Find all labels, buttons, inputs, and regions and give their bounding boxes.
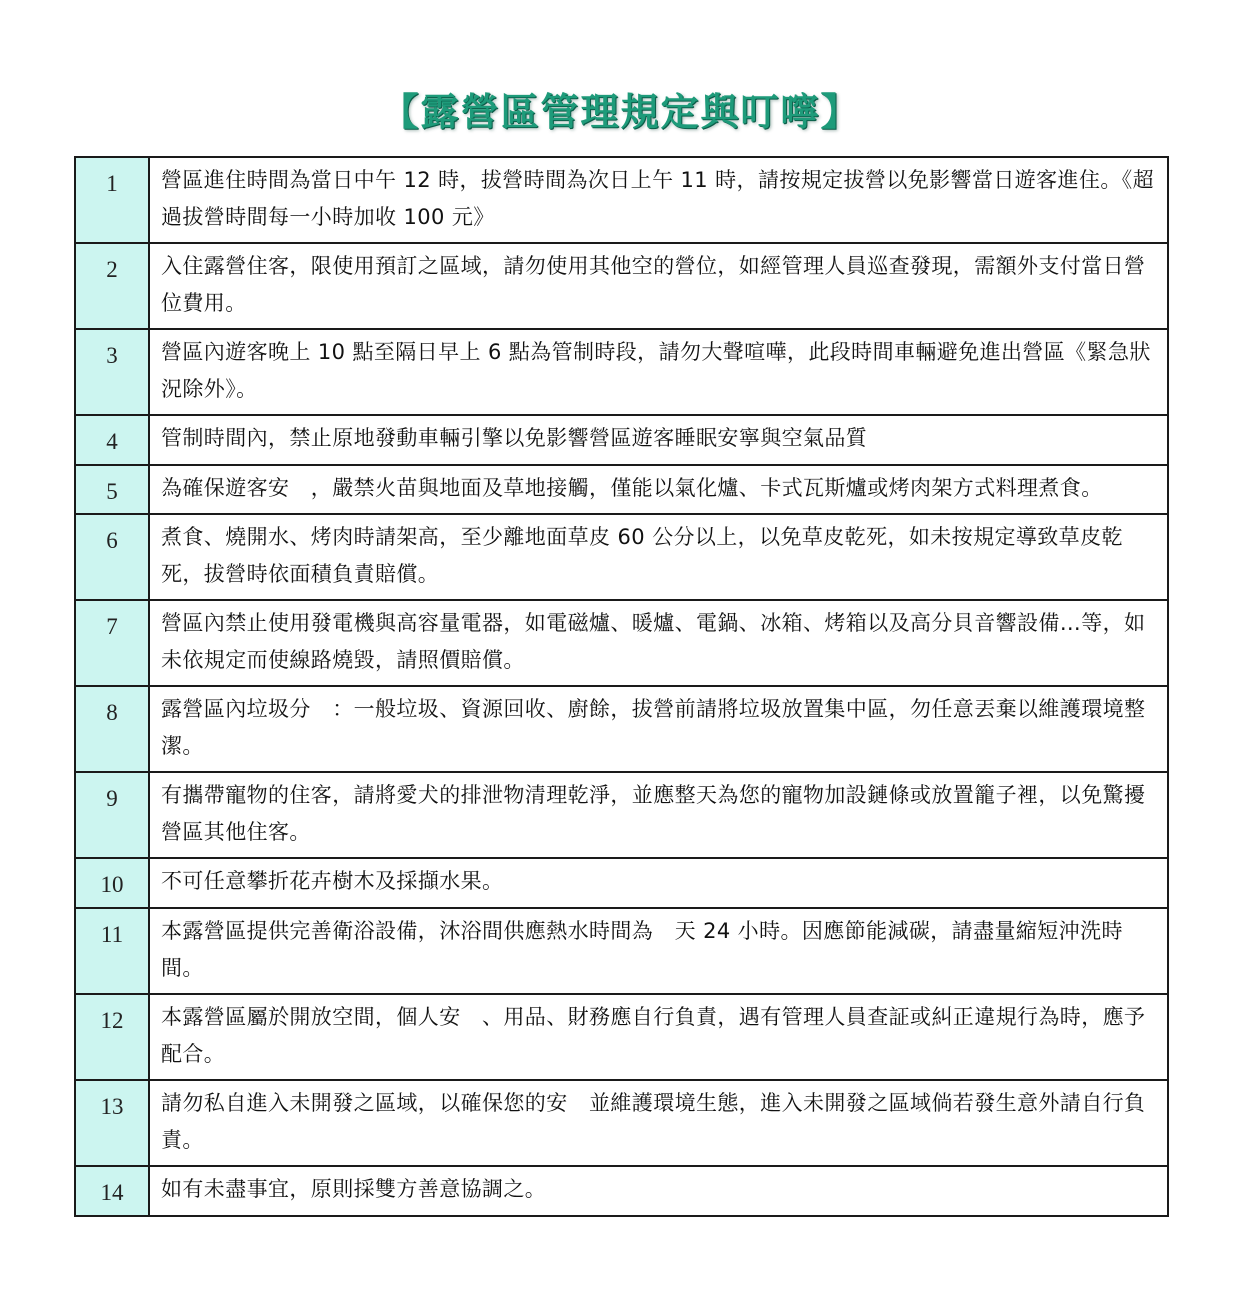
rule-text: 不可任意攀折花卉樹木及採擷水果。 [149, 858, 1168, 908]
rule-number: 2 [75, 243, 149, 329]
table-row [75, 1080, 1168, 1166]
table-row [75, 514, 1168, 600]
rule-number: 8 [75, 686, 149, 772]
page-title: 【露營區管理規定與叮嚀】 [380, 90, 861, 134]
rule-text: 如有未盡事宜，原則採雙方善意協調之。 [149, 1166, 1168, 1216]
rule-text: 本露營區提供完善衛浴設備，沐浴間供應熱水時間為 天 24 小時。因應節能減碳，請盡量縮短沖洗時間。 [149, 908, 1168, 994]
rule-text: 為確保遊客安 ，嚴禁火苗與地面及草地接觸，僅能以氣化爐、卡式瓦斯爐或烤肉架方式料理煮食。 [149, 465, 1168, 514]
rule-text: 營區進住時間為當日中午 12 時，拔營時間為次日上午 11 時，請按規定拔營以免影響當日遊客進住。《超過拔營時間每一小時加收 100 元》 [149, 157, 1168, 243]
rule-text: 請勿私自進入未開發之區域，以確保您的安 並維護環境生態，進入未開發之區域倘若發生意外請自行負責。 [149, 1080, 1168, 1166]
rule-text: 營區內禁止使用發電機與高容量電器，如電磁爐、暖爐、電鍋、冰箱、烤箱以及高分貝音響設備…等，如未依規定而使線路燒毀，請照價賠償。 [149, 600, 1168, 686]
rule-number: 5 [75, 465, 149, 514]
table-row [75, 243, 1168, 329]
table-row [75, 329, 1168, 415]
rule-number: 1 [75, 157, 149, 243]
rule-number: 11 [75, 908, 149, 994]
table-row [75, 600, 1168, 686]
rule-number: 7 [75, 600, 149, 686]
rule-number: 3 [75, 329, 149, 415]
rule-text: 本露營區屬於開放空間，個人安 、用品、財務應自行負責，遇有管理人員查証或糾正違規行為時，應予配合。 [149, 994, 1168, 1080]
rule-text: 入住露營住客，限使用預訂之區域，請勿使用其他空的營位，如經管理人員巡查發現，需額外支付當日營位費用。 [149, 243, 1168, 329]
rule-text: 管制時間內，禁止原地發動車輛引擎以免影響營區遊客睡眠安寧與空氣品質 [149, 415, 1168, 465]
rule-number: 10 [75, 858, 149, 908]
rule-text: 有攜帶寵物的住客，請將愛犬的排泄物清理乾淨，並應整天為您的寵物加設鏈條或放置籠子裡，以免驚擾營區其他住客。 [149, 772, 1168, 858]
table-row [75, 157, 1168, 243]
table-row [75, 994, 1168, 1080]
table-row [75, 1166, 1168, 1216]
table-row [75, 415, 1168, 465]
table-row [75, 772, 1168, 858]
rule-number: 4 [75, 415, 149, 465]
rule-text: 煮食、燒開水、烤肉時請架高，至少離地面草皮 60 公分以上，以免草皮乾死，如未按規定導致草皮乾死，拔營時依面積負責賠償。 [149, 514, 1168, 600]
rule-number: 6 [75, 514, 149, 600]
table-row [75, 465, 1168, 514]
table-row [75, 908, 1168, 994]
rule-number: 12 [75, 994, 149, 1080]
rule-number: 9 [75, 772, 149, 858]
table-row [75, 686, 1168, 772]
rule-text: 營區內遊客晚上 10 點至隔日早上 6 點為管制時段，請勿大聲喧嘩，此段時間車輛避免進出營區《緊急狀況除外》。 [149, 329, 1168, 415]
rules-table [74, 156, 1169, 1217]
rule-number: 14 [75, 1166, 149, 1216]
rule-number: 13 [75, 1080, 149, 1166]
rule-text: 露營區內垃圾分 ：一般垃圾、資源回收、廚餘，拔營前請將垃圾放置集中區，勿任意丟棄以維護環境整潔。 [149, 686, 1168, 772]
table-row [75, 858, 1168, 908]
